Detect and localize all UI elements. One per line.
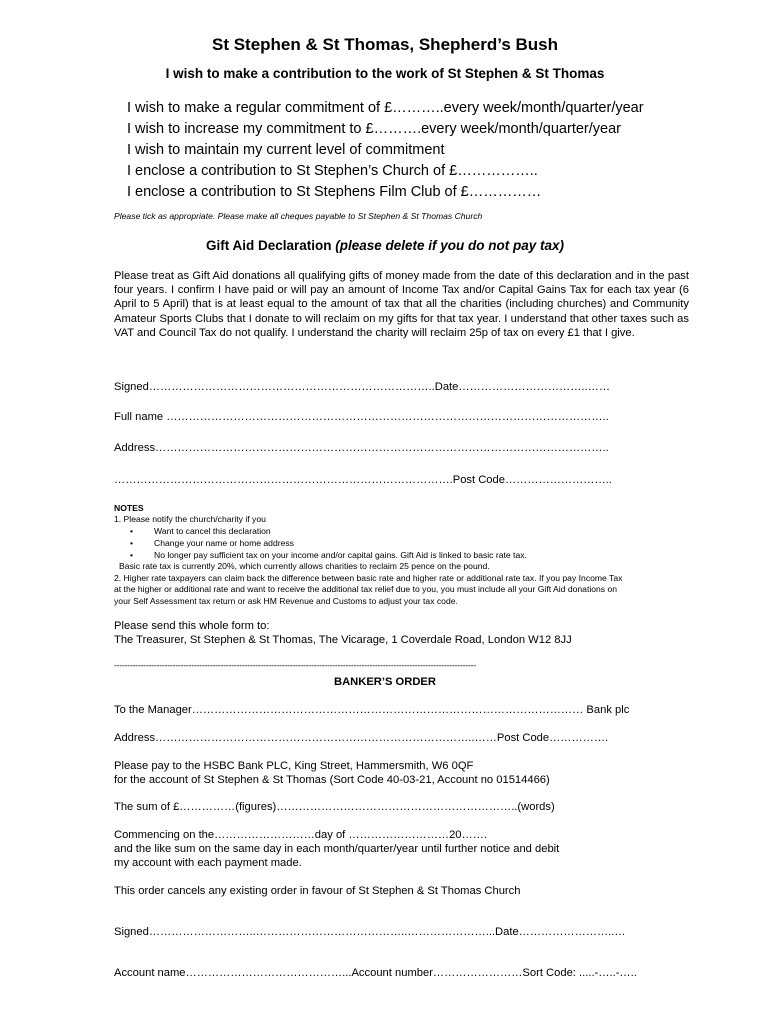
commencing-terms-line2: and the like sum on the same day in each month/quarter/year until further notice and debit	[114, 843, 560, 855]
bankers-order-heading: BANKER’S ORDER	[334, 676, 436, 688]
form-subtitle: I wish to make a contribution to the work of St Stephen & St Thomas	[165, 66, 605, 81]
cancels-existing-order: This order cancels any existing order in favour of St Stephen & St Thomas Church	[114, 885, 521, 897]
gift-aid-address-field[interactable]: Address…………………………………………………………………………………………………………..	[114, 442, 609, 454]
notes-bullet: • Want to cancel this declaration	[130, 526, 271, 536]
gift-aid-fullname-field[interactable]: Full name ………………………………………………………………………………………………………..	[114, 411, 609, 423]
option-maintain-commitment: I wish to maintain my current level of commitment	[127, 142, 445, 158]
pay-instruction-line1: Please pay to the HSBC Bank PLC, King Street, Hammersmith, W6 0QF	[114, 760, 474, 772]
commencing-date-field[interactable]: Commencing on the………………………day of ………………………20…….	[114, 829, 488, 841]
cut-line-divider: ----------------------------------------------------------------------------------------------------------------------------------------	[114, 660, 477, 670]
option-church-contribution: I enclose a contribution to St Stephen’s Church of £……………..	[127, 163, 538, 179]
option-increase-commitment: I wish to increase my commitment to £……….every week/month/quarter/year	[127, 121, 621, 137]
pay-instruction-line2: for the account of St Stephen & St Thomas (Sort Code 40-03-21, Account no 01514466)	[114, 774, 550, 786]
sum-field[interactable]: The sum of £……………(figures)………………………………………………………..(words)	[114, 801, 555, 813]
bank-manager-field[interactable]: To the Manager…………………………………………………………………………………………… Bank plc	[114, 704, 630, 716]
notes-bullet: • Change your name or home address	[130, 538, 294, 548]
notes-bullet-text: Want to cancel this declaration	[154, 526, 271, 536]
gift-aid-heading-text: Gift Aid Declaration	[205, 238, 332, 253]
account-details-field[interactable]: Account name……………………………………...Account number……………………Sort Code: .....-…..-…..	[114, 967, 637, 979]
gift-aid-heading-note: (please delete if you do not pay tax)	[335, 238, 565, 253]
treasurer-address: The Treasurer, St Stephen & St Thomas, The Vicarage, 1 Coverdale Road, London W12 8JJ	[114, 634, 572, 646]
option-film-club-contribution: I enclose a contribution to St Stephens Film Club of £……………	[127, 184, 542, 200]
form-title: St Stephen & St Thomas, Shepherd’s Bush	[211, 35, 559, 54]
notes-item-1: 1. Please notify the church/charity if you	[114, 514, 266, 524]
commencing-terms-line3: my account with each payment made.	[114, 857, 302, 869]
bank-address-field[interactable]: Address…………………………………………………………………………..……Post Code…………….	[114, 732, 609, 744]
gift-aid-declaration: Please treat as Gift Aid donations all qualifying gifts of money made from the date of this declaration and in the past four years. I confirm I have paid or will pay an amount of Income Tax and/or Capital Gains Tax for each tax year (6 April to 5 April) that is at least equal to the amount of tax that all the charities (including churches) and Community Amateur Sports Clubs that I donate to will reclaim on my gifts for that tax year. I understand that other taxes such as VAT and Council Tax do not qualify. I understand the charity will reclaim 25p of tax on every £1 that I give.	[114, 270, 689, 339]
send-instruction: Please send this whole form to:	[114, 620, 270, 632]
tick-note: Please tick as appropriate. Please make all cheques payable to St Stephen & St Thomas Church	[114, 211, 483, 221]
notes-item-2-line: your Self Assessment tax return or ask HM Revenue and Customs to adjust your tax code.	[114, 596, 458, 606]
bankers-order-signed-field[interactable]: Signed………………………..…………………………………..…………………...Date……………………..…	[114, 926, 626, 938]
notes-heading: NOTES	[114, 503, 144, 513]
notes-bullet-continuation: Basic rate tax is currently 20%, which currently allows charities to reclaim 25 pence on the pound.	[119, 561, 490, 571]
gift-aid-signed-field[interactable]: Signed…………………………………………………………………..Date……………………………..……	[114, 381, 611, 393]
notes-bullet: • No longer pay sufficient tax on your income and/or capital gains. Gift Aid is linked to basic rate tax.	[130, 550, 527, 560]
notes-bullet-text: Change your name or home address	[154, 538, 294, 548]
notes-item-2-line: at the higher or additional rate and want to receive the additional tax relief due to you, you must include all your Gift Aid donations on	[114, 584, 618, 594]
gift-aid-heading	[0, 238, 770, 253]
option-regular-commitment: I wish to make a regular commitment of £………..every week/month/quarter/year	[127, 100, 644, 116]
notes-bullet-text: No longer pay sufficient tax on your income and/or capital gains. Gift Aid is linked to basic rate tax.	[154, 550, 527, 560]
notes-item-2-line: 2. Higher rate taxpayers can claim back the difference between basic rate and higher rate or additional rate tax. If you pay Income Tax	[114, 573, 623, 583]
gift-aid-address-postcode-field[interactable]: ……………………………………………………………………………….Post Code………………………..	[114, 474, 612, 486]
